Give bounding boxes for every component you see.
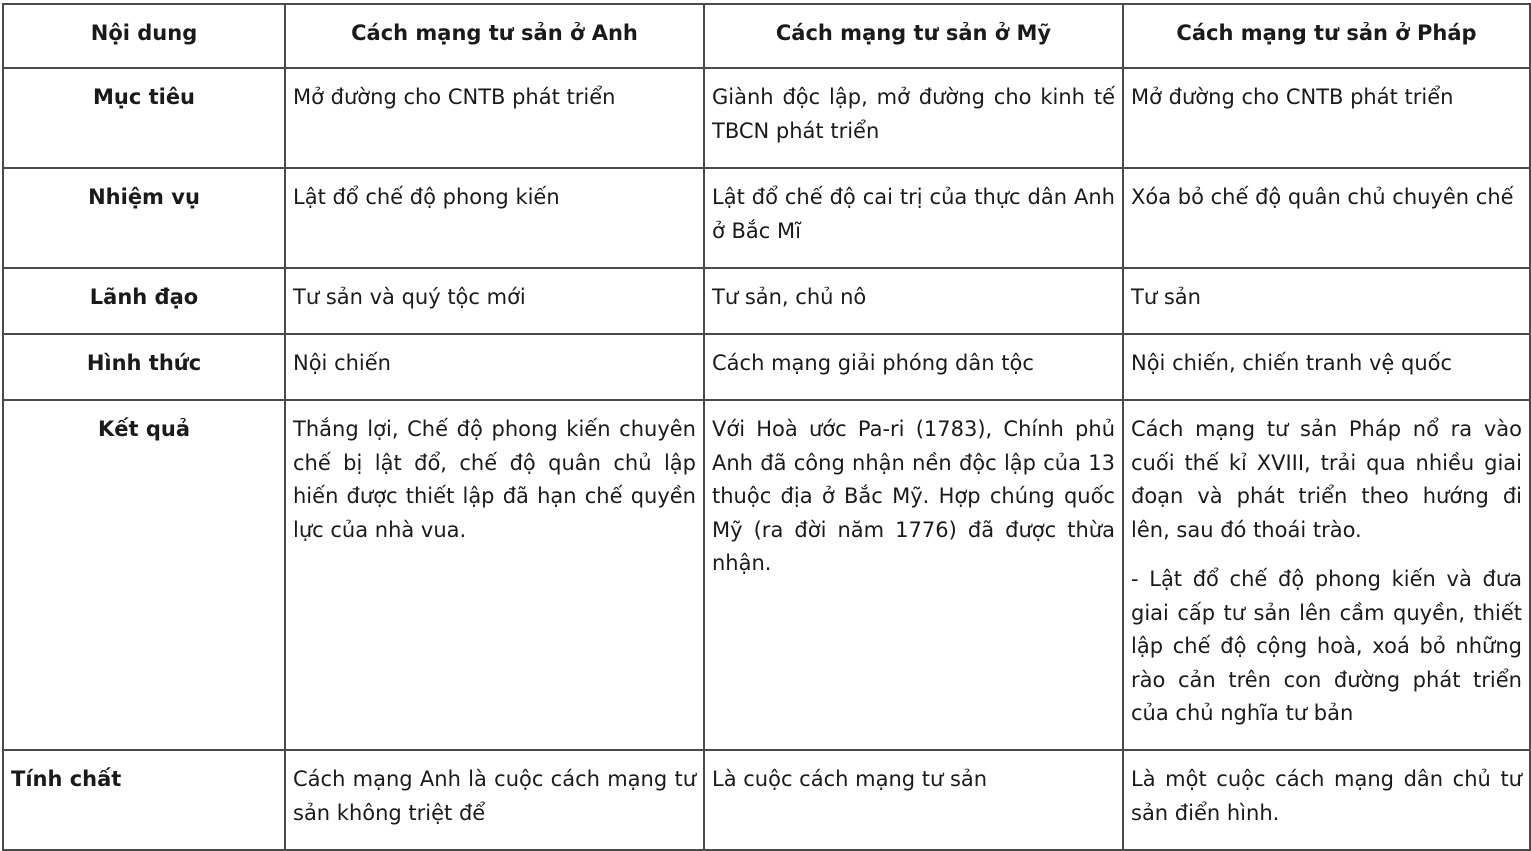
header-phap: Cách mạng tư sản ở Pháp — [1123, 4, 1530, 68]
cell-phap: Mở đường cho CNTB phát triển — [1123, 68, 1530, 168]
cell-anh: Thắng lợi, Chế độ phong kiến chuyên chế bị lật đổ, chế độ quân chủ lập hiến được thiết lập đã hạn chế quyền lực của nhà vua. — [285, 400, 704, 750]
cell-paragraph: - Lật đổ chế độ phong kiến và đưa giai cấp tư sản lên cầm quyền, thiết lập chế độ cộng hoà, xoá bỏ những rào cản trên con đường phát triển của chủ nghĩa tư bản — [1131, 567, 1522, 725]
row-label-muc-tieu: Mục tiêu — [3, 68, 285, 168]
table-row — [3, 168, 1530, 268]
header-noi-dung: Nội dung — [3, 4, 285, 68]
cell-my: Lật đổ chế độ cai trị của thực dân Anh ở Bắc Mĩ — [704, 168, 1123, 268]
table-row — [3, 334, 1530, 400]
cell-my: Cách mạng giải phóng dân tộc — [704, 334, 1123, 400]
cell-anh: Nội chiến — [285, 334, 704, 400]
row-label-nhiem-vu: Nhiệm vụ — [3, 168, 285, 268]
table-row — [3, 268, 1530, 334]
table-row — [3, 68, 1530, 168]
header-my: Cách mạng tư sản ở Mỹ — [704, 4, 1123, 68]
row-label-hinh-thuc: Hình thức — [3, 334, 285, 400]
header-row — [3, 4, 1530, 68]
row-label-tinh-chat: Tính chất — [3, 750, 285, 850]
cell-phap: Là một cuộc cách mạng dân chủ tư sản điển hình. — [1123, 750, 1530, 850]
cell-anh: Mở đường cho CNTB phát triển — [285, 68, 704, 168]
cell-anh: Lật đổ chế độ phong kiến — [285, 168, 704, 268]
cell-phap: Xóa bỏ chế độ quân chủ chuyên chế — [1123, 168, 1530, 268]
row-label-lanh-dao: Lãnh đạo — [3, 268, 285, 334]
cell-my: Giành độc lập, mở đường cho kinh tế TBCN phát triển — [704, 68, 1123, 168]
cell-my: Là cuộc cách mạng tư sản — [704, 750, 1123, 850]
cell-my: Với Hoà ước Pa-ri (1783), Chính phủ Anh đã công nhận nền độc lập của 13 thuộc địa ở Bắc Mỹ. Hợp chúng quốc Mỹ (ra đời năm 1776) đã được thừa nhận. — [704, 400, 1123, 750]
cell-phap — [1123, 400, 1530, 750]
cell-anh: Tư sản và quý tộc mới — [285, 268, 704, 334]
table-row — [3, 750, 1530, 850]
cell-my: Tư sản, chủ nô — [704, 268, 1123, 334]
header-anh: Cách mạng tư sản ở Anh — [285, 4, 704, 68]
cell-paragraph: Cách mạng tư sản Pháp nổ ra vào cuối thế kỉ XVIII, trải qua nhiều giai đoạn và phát triển theo hướng đi lên, sau đó thoái trào. — [1131, 417, 1522, 542]
cell-phap: Tư sản — [1123, 268, 1530, 334]
table-row — [3, 400, 1530, 750]
comparison-table — [2, 3, 1531, 851]
row-label-ket-qua: Kết quả — [3, 400, 285, 750]
cell-anh: Cách mạng Anh là cuộc cách mạng tư sản không triệt để — [285, 750, 704, 850]
cell-phap: Nội chiến, chiến tranh vệ quốc — [1123, 334, 1530, 400]
